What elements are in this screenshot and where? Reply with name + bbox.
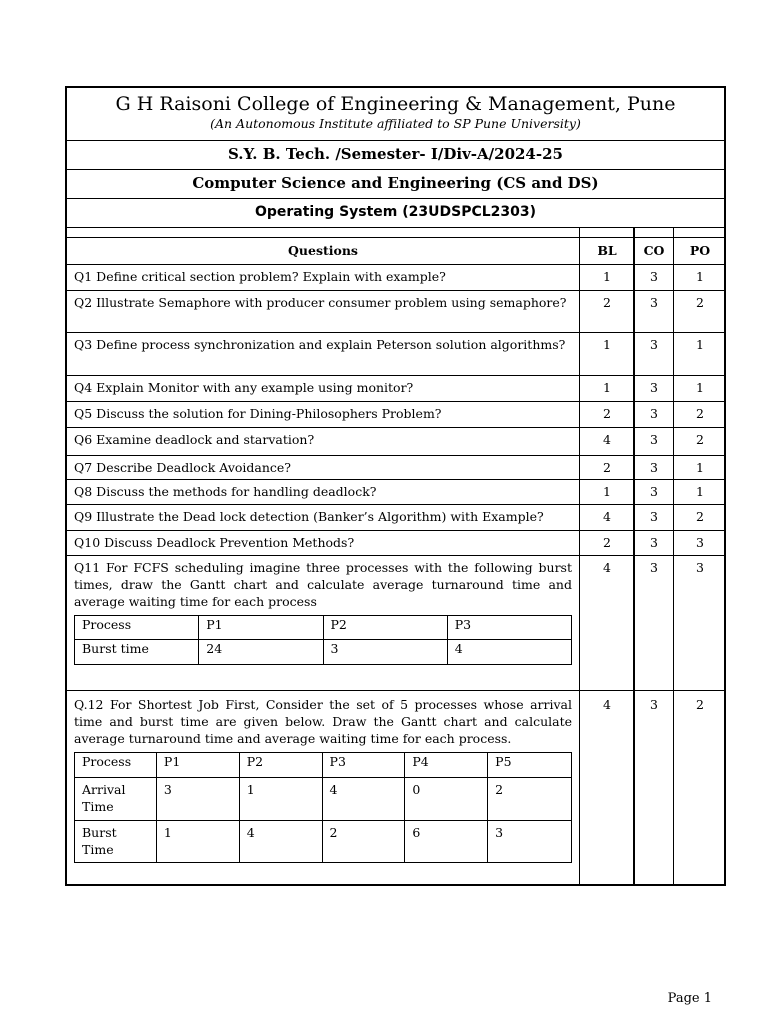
question-row-2	[67, 291, 724, 333]
co-value: 3	[650, 697, 658, 712]
question-text: Q7 Describe Deadlock Avoidance?	[74, 460, 292, 475]
sjf-cell: P2	[239, 753, 322, 778]
po-value: 2	[696, 509, 704, 524]
bl-value: 4	[603, 509, 611, 524]
sjf-cell: P4	[405, 753, 488, 778]
bl-value: 1	[603, 380, 611, 395]
question-row-5	[67, 402, 724, 428]
po-value: 3	[696, 560, 704, 575]
sjf-cell: 4	[239, 821, 322, 863]
co-value: 3	[650, 406, 658, 421]
sjf-cell: P5	[488, 753, 572, 778]
header-questions: Questions	[288, 243, 358, 258]
sjf-cell: Process	[75, 753, 157, 778]
sjf-cell: 2	[488, 778, 572, 821]
department-line: Computer Science and Engineering (CS and DS)	[67, 170, 724, 199]
question-text: Q11 For FCFS scheduling imagine three processes with the following burst times, draw the Gantt chart and calculate average turnaround time and average waiting time for each process	[74, 560, 572, 609]
sjf-cell: Arrival Time	[75, 778, 157, 821]
sjf-cell: 1	[156, 821, 239, 863]
question-row-1	[67, 265, 724, 291]
question-text: Q3 Define process synchronization and explain Peterson solution algorithms?	[74, 337, 566, 352]
bl-value: 2	[603, 535, 611, 550]
fcfs-table	[74, 615, 572, 665]
question-row-10	[67, 531, 724, 556]
question-text: Q1 Define critical section problem? Explain with example?	[74, 269, 446, 284]
question-row-8	[67, 480, 724, 505]
sjf-cell: 3	[488, 821, 572, 863]
affiliation-text: (An Autonomous Institute affiliated to SP Pune University)	[210, 116, 581, 131]
question-row-12	[67, 691, 724, 886]
po-value: 1	[696, 484, 704, 499]
co-value: 3	[650, 295, 658, 310]
bl-value: 4	[603, 432, 611, 447]
question-text: Q2 Illustrate Semaphore with producer consumer problem using semaphore?	[74, 295, 567, 310]
table-row	[75, 753, 572, 778]
po-value: 3	[696, 535, 704, 550]
sjf-cell: 3	[156, 778, 239, 821]
po-value: 2	[696, 295, 704, 310]
sjf-cell: P3	[322, 753, 405, 778]
sjf-cell: 2	[322, 821, 405, 863]
page-number: Page 1	[667, 991, 712, 1006]
spacer-row	[67, 228, 724, 238]
fcfs-cell: P1	[199, 616, 323, 640]
bl-value: 2	[603, 295, 611, 310]
fcfs-cell: 4	[447, 640, 571, 665]
table-header-row	[67, 238, 724, 265]
question-row-3	[67, 333, 724, 376]
header-bl: BL	[597, 243, 617, 258]
question-text: Q10 Discuss Deadlock Prevention Methods?	[74, 535, 355, 550]
bl-value: 4	[603, 560, 611, 575]
header-co: CO	[643, 243, 665, 258]
po-value: 1	[696, 269, 704, 284]
po-value: 2	[696, 697, 704, 712]
table-row	[75, 778, 572, 821]
sjf-cell: 6	[405, 821, 488, 863]
bl-value: 1	[603, 484, 611, 499]
table-row	[75, 821, 572, 863]
co-value: 3	[650, 484, 658, 499]
bl-value: 1	[603, 269, 611, 284]
course-line: Operating System (23UDSPCL2303)	[67, 199, 724, 228]
table-row	[75, 640, 572, 665]
question-row-4	[67, 376, 724, 402]
fcfs-cell: P2	[323, 616, 447, 640]
question-text: Q6 Examine deadlock and starvation?	[74, 432, 315, 447]
sjf-cell: 0	[405, 778, 488, 821]
fcfs-cell: 3	[323, 640, 447, 665]
question-text: Q5 Discuss the solution for Dining-Philosophers Problem?	[74, 406, 442, 421]
question-row-7	[67, 456, 724, 480]
co-value: 3	[650, 269, 658, 284]
fcfs-cell: Burst time	[75, 640, 199, 665]
bl-value: 2	[603, 406, 611, 421]
po-value: 1	[696, 380, 704, 395]
fcfs-cell: Process	[75, 616, 199, 640]
question-text: Q9 Illustrate the Dead lock detection (Banker’s Algorithm) with Example?	[74, 509, 544, 524]
question-text: Q8 Discuss the methods for handling deadlock?	[74, 484, 377, 499]
co-value: 3	[650, 380, 658, 395]
po-value: 2	[696, 406, 704, 421]
sjf-cell: 1	[239, 778, 322, 821]
fcfs-cell: P3	[447, 616, 571, 640]
sjf-cell: P1	[156, 753, 239, 778]
po-value: 1	[696, 337, 704, 352]
table-row	[75, 616, 572, 640]
co-value: 3	[650, 337, 658, 352]
bl-value: 2	[603, 460, 611, 475]
co-value: 3	[650, 432, 658, 447]
co-value: 3	[650, 509, 658, 524]
question-row-11	[67, 556, 724, 691]
po-value: 2	[696, 432, 704, 447]
co-value: 3	[650, 460, 658, 475]
fcfs-cell: 24	[199, 640, 323, 665]
sjf-table	[74, 752, 572, 863]
bl-value: 4	[603, 697, 611, 712]
po-value: 1	[696, 460, 704, 475]
question-paper	[65, 86, 726, 886]
college-header	[67, 88, 724, 141]
question-row-6	[67, 428, 724, 456]
question-row-9	[67, 505, 724, 531]
question-text: Q4 Explain Monitor with any example using monitor?	[74, 380, 414, 395]
question-text: Q.12 For Shortest Job First, Consider the set of 5 processes whose arrival time and burst time are given below. Draw the Gantt chart and calculate average turnaround time and average waiting time for each process.	[74, 697, 572, 746]
semester-line: S.Y. B. Tech. /Semester- I/Div-A/2024-25	[67, 141, 724, 170]
college-name: G H Raisoni College of Engineering & Management, Pune	[115, 93, 676, 115]
sjf-cell: Burst Time	[75, 821, 157, 863]
header-po: PO	[689, 243, 711, 258]
sjf-cell: 4	[322, 778, 405, 821]
bl-value: 1	[603, 337, 611, 352]
co-value: 3	[650, 535, 658, 550]
co-value: 3	[650, 560, 658, 575]
